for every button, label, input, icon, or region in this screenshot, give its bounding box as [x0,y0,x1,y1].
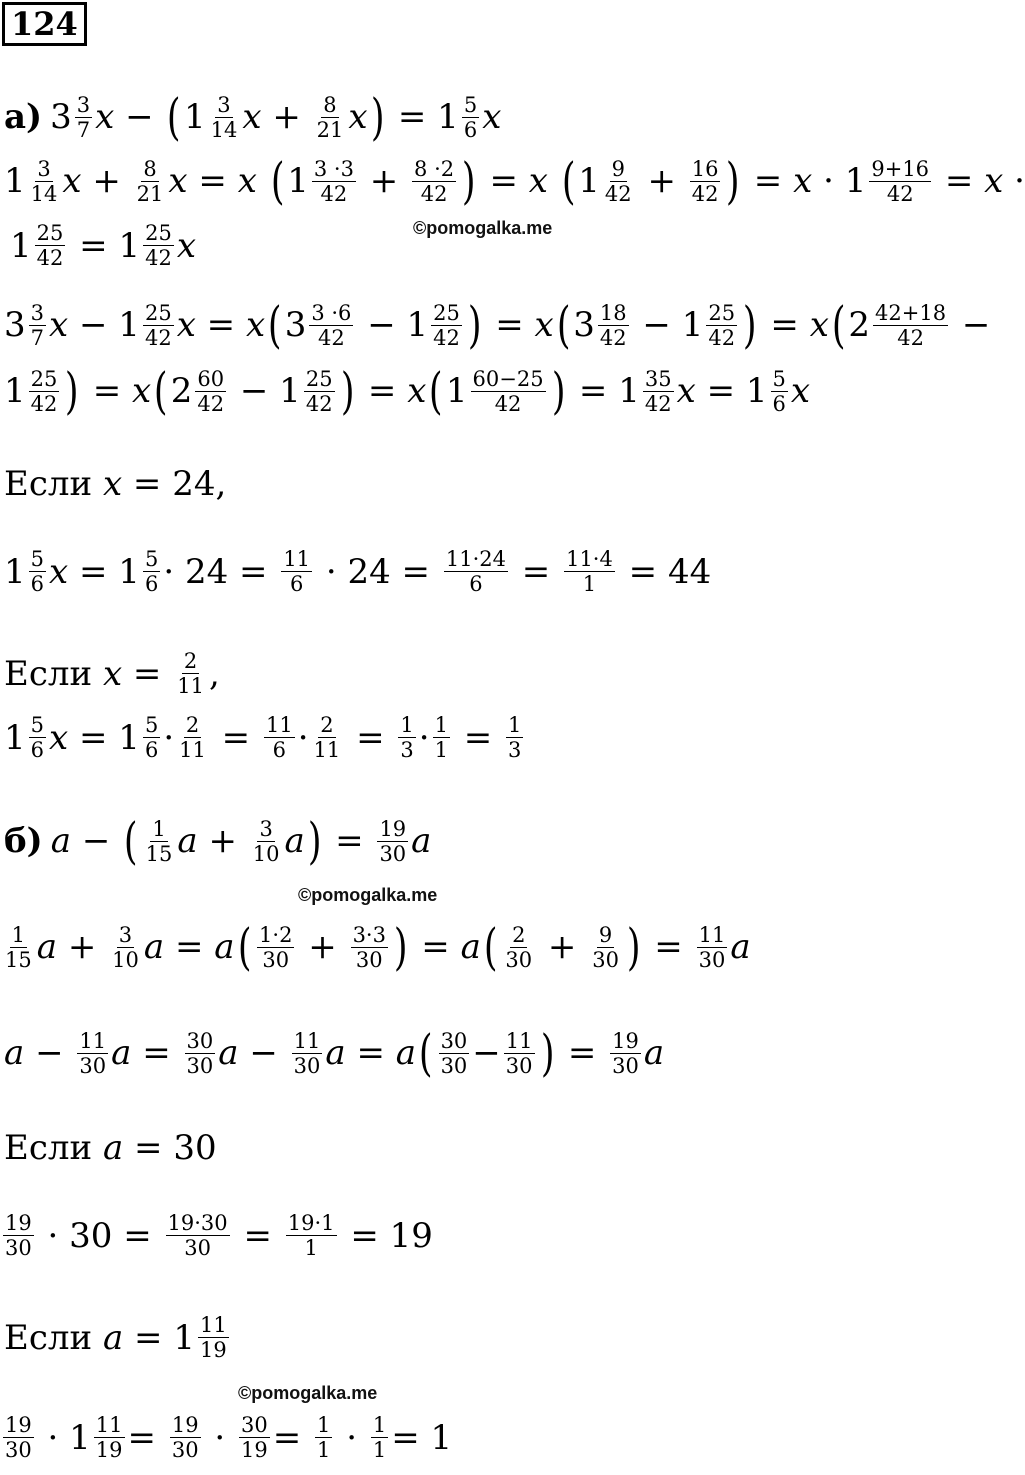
condition-line: Если x = 24, [4,464,227,504]
if-label: Если [4,1128,93,1168]
if-label: Если [4,653,93,694]
watermark: ©pomogalka.me [238,1383,378,1403]
equation-line: 1 15 a + 3 10 a = a ( 1·2 30 + 3·3 30 ) = a ( 2 30 + 9 30 ) = 11 30 a [5,918,751,976]
part-label: б) [4,821,43,861]
equation-line: 1 25 42 ) = x ( 2 60 42 − 1 25 42 ) = x ( 1 60−25 42 ) = 1 35 42 x = 1 5 6 x [4,362,811,420]
watermark: ©pomogalka.me [413,218,553,238]
if-label: Если [4,464,93,504]
part-label: а) [4,97,43,137]
equation-line: 1 5 6 x = 1 5 6 · 2 11 = 11 6 · 2 11 = 1 3 · 1 1 = 1 3 [4,713,522,762]
equation-line: а) 3 3 7 x − ( 1 3 14 x + 8 21 x ) = 1 5 6 x [4,88,502,146]
equation-line: 3 3 7 x − 1 25 42 x = x ( 3 3 ·6 42 − 1 25 42 ) = x ( 3 18 42 − 1 25 42 ) = x ( 2 42+18 42 − [4,296,991,354]
equation-line: a − 11 30 a = 30 30 a − 11 30 a = a ( 30 30 − 11 30 ) = 19 30 a [4,1024,665,1082]
equation-line: 19 30 · 30 = 19·30 30 = 19·1 1 = 19 [5,1211,433,1260]
equation-line: 1 25 42 = 1 25 42 x [10,221,197,270]
problem-number: 124 [2,2,87,46]
condition-line: Если x = 2 11 , [4,649,220,698]
equation-line: б) a − ( 1 15 a + 3 10 a ) = 19 30 a [4,812,432,870]
equation-line: 1 5 6 x = 1 5 6 · 24 = 11 6 · 24 = 11·24 6 = 11·4 1 = 44 [4,547,712,596]
condition-line: Если a = 1 11 19 [4,1313,227,1362]
if-label: Если [4,1317,93,1358]
equation-line: 1 3 14 x + 8 21 x = x ( 1 3 ·3 42 + 8 ·2 42 ) = x ( 1 9 42 + 16 42 ) = x · 1 9+16 42 = x · [4,152,1025,210]
condition-line: Если a = 30 [4,1128,217,1168]
equation-line: 19 30 · 1 11 19 = 19 30 · 30 19 = 1 1 · 1 1 = 1 [5,1413,453,1462]
watermark: ©pomogalka.me [298,885,438,905]
